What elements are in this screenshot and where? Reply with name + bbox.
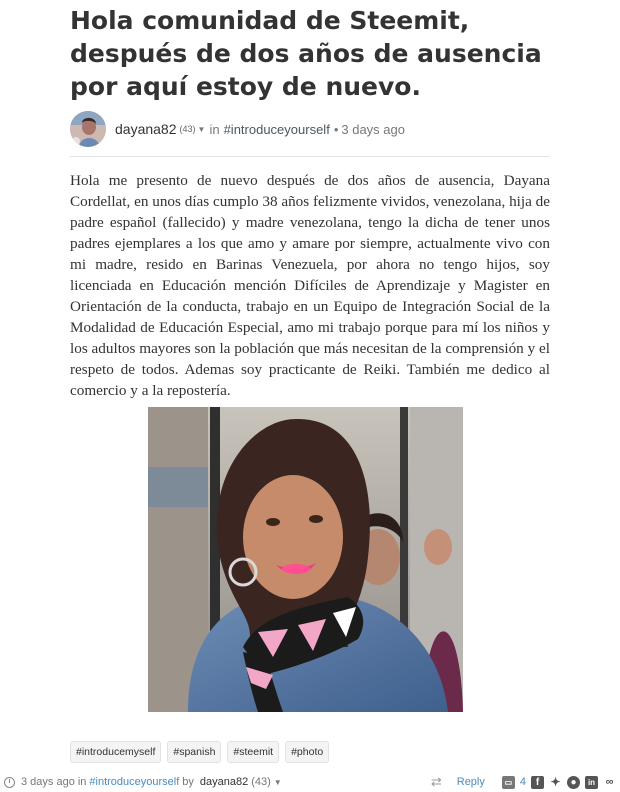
footer-author-name[interactable]: dayana82 [199, 776, 249, 788]
footer-by-label: by [182, 776, 194, 788]
tag-steemit[interactable]: #steemit [227, 741, 279, 763]
clock-icon [4, 777, 15, 788]
footer-category-link[interactable]: #introduceyourself [89, 776, 180, 788]
resteem-icon[interactable]: ⇄ [430, 774, 442, 789]
comment-count[interactable]: 4 [519, 776, 526, 788]
chevron-down-icon[interactable]: ▼ [273, 777, 282, 787]
chevron-down-icon[interactable]: ▼ [197, 124, 206, 134]
author-avatar[interactable] [70, 111, 106, 147]
reddit-icon[interactable]: ● [567, 776, 580, 789]
facebook-icon[interactable]: f [531, 776, 544, 789]
divider [70, 156, 550, 157]
post-byline [70, 109, 405, 149]
reply-link[interactable]: Reply [456, 776, 485, 788]
footer-author-reputation: (43) [251, 776, 271, 788]
post-footer [0, 772, 620, 792]
comments-icon[interactable]: ▭ [502, 776, 515, 789]
tag-spanish[interactable]: #spanish [167, 741, 221, 763]
tag-list [70, 741, 329, 763]
twitter-icon[interactable]: ✦ [550, 775, 561, 789]
category-link[interactable]: #introduceyourself [223, 121, 330, 137]
in-label: in [209, 121, 220, 137]
footer-time: 3 days ago [21, 776, 75, 788]
post-photo [148, 407, 463, 712]
author-reputation: (43) [179, 124, 196, 134]
byline-bullet: • [333, 121, 339, 137]
tag-photo[interactable]: #photo [285, 741, 329, 763]
footer-in-label: in [77, 776, 87, 788]
tag-introducemyself[interactable]: #introducemyself [70, 741, 161, 763]
linkedin-icon[interactable]: in [585, 776, 598, 789]
footer-actions [431, 772, 616, 792]
link-icon[interactable]: ∞ [605, 776, 614, 788]
post-body: Hola me presento de nuevo después de dos años de ausencia, Dayana Cordellat, en unos días cumplo 38 años felizmente vividos, venezolana, hija de padre español (fallecido) y madre venezolana, tengo la dicha de tener unos padres ejemplares a los que amo y amare por siempre, actualmente vivo con mi madre, resido en Barinas Venezuela, por ahora no tengo hijos, soy licenciada en Educación mención Difíciles de Aprendizaje y Magister en Orientación de la conducta, trabajo en un Equipo de Integración Social de la Modalidad de Educación Especial, amo mi trabajo porque para mí los niños y los adultos mayores son la población que más necesitan de la comprensión y el respeto de todos. Ademas soy practicante de Reiki. También me dedico al comercio y a la repostería. [70, 172, 550, 399]
post-title: Hola comunidad de Steemit, después de dos años de ausencia por aquí estoy de nuevo. [70, 6, 542, 101]
author-name[interactable]: dayana82 [115, 121, 177, 137]
post-time: 3 days ago [341, 121, 405, 137]
